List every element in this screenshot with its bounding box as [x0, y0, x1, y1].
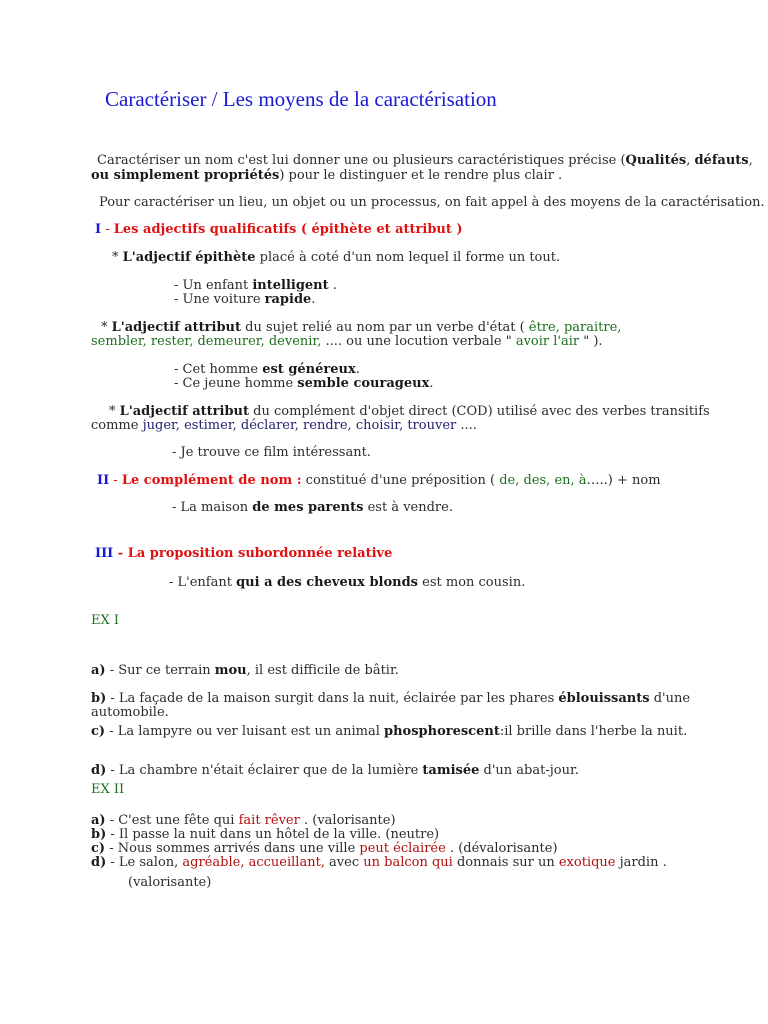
preposition-list: de, des, en, à [499, 473, 587, 488]
exercise-2-item-d [91, 855, 667, 870]
section-number: III [95, 546, 114, 561]
bullet-star: * [112, 250, 123, 265]
section-title: La proposition subordonnée relative [127, 546, 393, 561]
item-text: - Le salon, [106, 855, 183, 870]
example-text: - Une voiture [174, 292, 265, 307]
item-term: tamisée [422, 763, 480, 778]
verb-list: juger, estimer, déclarer, rendre, choisir, trouver [142, 418, 457, 433]
example-line [174, 362, 360, 377]
example-term: de mes parents [252, 500, 364, 515]
item-letter: b) [91, 827, 107, 842]
item-highlight: agréable, accueillant, [182, 855, 325, 870]
term-qualites: Qualités [625, 153, 687, 168]
attribut-cod-definition-line1 [109, 404, 710, 419]
section-1-heading [95, 222, 463, 237]
section-title: Les adjectifs qualificatifs ( épithète et attribut ) [113, 222, 463, 237]
item-letter: d) [91, 763, 107, 778]
item-letter: d) [91, 855, 107, 870]
item-letter: a) [91, 813, 106, 828]
exercise-2-label: EX II [91, 782, 125, 797]
intro-text: ) pour le distinguer et le rendre plus clair . [279, 168, 563, 183]
attribut-sujet-definition-line1 [101, 320, 621, 335]
item-text: - La façade de la maison surgit dans la nuit, éclairée par les phares [106, 691, 559, 706]
item-text: - La chambre n'était éclairer que de la lumière [106, 763, 423, 778]
example-line [174, 376, 433, 391]
item-text: :il brille dans l'herbe la nuit. [499, 724, 688, 739]
bullet-star: * [109, 404, 120, 419]
section-title: Le complément de nom : [121, 473, 302, 488]
item-text: avec [324, 855, 364, 870]
example-line: - Je trouve ce film intéressant. [172, 445, 371, 460]
definition-text: du complément d'objet direct (COD) utilisé avec des verbes transitifs [249, 404, 710, 419]
definition-text: du sujet relié au nom par un verbe d'état ( [241, 320, 529, 335]
item-text: , il est difficile de bâtir. [246, 663, 399, 678]
exercise-1-item-b [91, 691, 690, 706]
item-highlight: un balcon qui [363, 855, 453, 870]
item-highlight: exotique [558, 855, 616, 870]
example-text: - La maison [172, 500, 253, 515]
page-title: Caractériser / Les moyens de la caractérisation [105, 87, 497, 111]
example-line [169, 575, 525, 590]
verbal-locution: avoir l'air [515, 334, 580, 349]
intro-text: Caractériser un nom c'est lui donner une ou plusieurs caractéristiques précise ( [97, 153, 626, 168]
term: L'adjectif attribut [119, 404, 249, 419]
example-text: . [355, 362, 360, 377]
item-text: - La lampyre ou ver luisant est un animal [105, 724, 384, 739]
item-text: jardin . [615, 855, 667, 870]
example-text: - Un enfant [174, 278, 253, 293]
item-text: . (valorisante) [299, 813, 396, 828]
example-line [174, 278, 337, 293]
item-highlight: peut éclairée [359, 841, 446, 856]
item-letter: c) [91, 724, 106, 739]
example-text: - Ce jeune homme [174, 376, 298, 391]
example-text: - Cet homme [174, 362, 263, 377]
term-defauts: défauts [694, 153, 749, 168]
exercise-1-item-b-line2: automobile. [91, 705, 169, 720]
definition-text: constitué d'une préposition ( [301, 473, 500, 488]
item-text: - Nous sommes arrivés dans une ville [105, 841, 360, 856]
section-3-heading [95, 546, 392, 561]
intro-paragraph-line2 [91, 168, 562, 183]
example-text: . [311, 292, 316, 307]
dash: - [101, 222, 114, 237]
exercise-1-item-a [91, 663, 399, 678]
intro-paragraph-line1 [97, 153, 753, 168]
item-text: - Sur ce terrain [105, 663, 215, 678]
attribut-sujet-definition-line2 [91, 334, 603, 349]
term: L'adjectif épithète [122, 250, 256, 265]
definition-text: …..) + nom [586, 473, 661, 488]
example-text: est à vendre. [363, 500, 453, 515]
attribut-cod-definition-line2 [91, 418, 477, 433]
item-text: d'une [649, 691, 691, 706]
definition-text: comme [91, 418, 143, 433]
example-term: semble courageux [297, 376, 430, 391]
example-term: rapide [264, 292, 312, 307]
epithete-definition [112, 250, 560, 265]
example-text: est mon cousin. [418, 575, 526, 590]
section-number: II [97, 473, 110, 488]
definition-text: .... ou une locution verbale " [321, 334, 516, 349]
item-term: phosphorescent [384, 724, 500, 739]
example-text: . [429, 376, 434, 391]
exercise-1-item-d [91, 763, 579, 778]
item-text: . (dévalorisante) [445, 841, 558, 856]
dash: - [109, 473, 122, 488]
item-text: - Il passe la nuit dans un hôtel de la ville. (neutre) [106, 827, 440, 842]
definition-text: placé à coté d'un nom lequel il forme un tout. [255, 250, 561, 265]
section-number: I [95, 222, 102, 237]
exercise-2-item-b [91, 827, 439, 842]
exercise-2-item-a [91, 813, 396, 828]
item-text: d'un abat-jour. [479, 763, 579, 778]
item-letter: a) [91, 663, 106, 678]
item-letter: c) [91, 841, 106, 856]
verb-list: sembler, rester, demeurer, devenir, [91, 334, 322, 349]
punct: , [748, 153, 753, 168]
example-term: est généreux [262, 362, 356, 377]
punct: , [686, 153, 695, 168]
definition-text: .... [456, 418, 477, 433]
term: L'adjectif attribut [111, 320, 241, 335]
exercise-2-item-d-line2: (valorisante) [128, 875, 212, 890]
item-term: mou [214, 663, 247, 678]
item-letter: b) [91, 691, 107, 706]
item-highlight: fait rêver [238, 813, 300, 828]
item-term: éblouissants [558, 691, 650, 706]
term-proprietes: ou simplement propriétés [91, 168, 280, 183]
bullet-star: * [101, 320, 112, 335]
example-line [174, 292, 315, 307]
example-line [172, 500, 453, 515]
example-term: qui a des cheveux blonds [236, 575, 419, 590]
verb-list: être, paraitre, [528, 320, 622, 335]
example-term: intelligent [252, 278, 329, 293]
item-text: - C'est une fête qui [105, 813, 239, 828]
section-2-heading [97, 473, 661, 488]
intro-paragraph-2: Pour caractériser un lieu, un objet ou un processus, on fait appel à des moyens de la caractérisation. [99, 195, 765, 210]
exercise-1-item-c [91, 724, 687, 739]
definition-text: " ). [579, 334, 603, 349]
exercise-2-item-c [91, 841, 558, 856]
example-text: . [328, 278, 337, 293]
dash: - [113, 546, 128, 561]
exercise-1-label: EX I [91, 613, 120, 628]
example-text: - L'enfant [169, 575, 237, 590]
item-text: donnais sur un [452, 855, 559, 870]
